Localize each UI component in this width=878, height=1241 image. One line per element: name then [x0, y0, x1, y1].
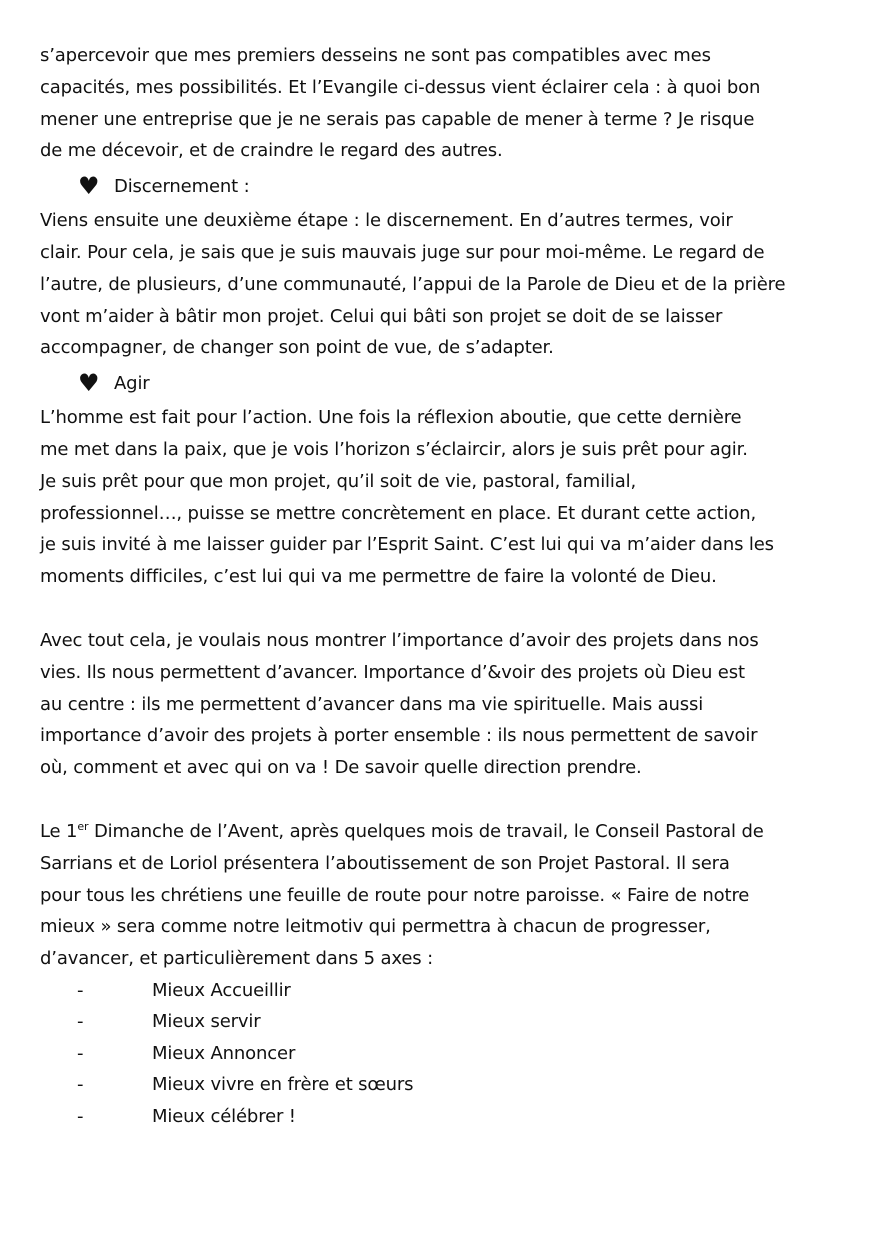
text-line: vies. Ils nous permettent d’avancer. Importance d’&voir des projets où Dieu est	[40, 661, 745, 683]
list-item-label: Mieux servir	[152, 1011, 261, 1033]
text-line: l’autre, de plusieurs, d’une communauté, l’appui de la Parole de Dieu et de la prière	[40, 273, 786, 295]
text-line: d’avancer, et particulièrement dans 5 axes :	[40, 948, 434, 970]
section-heading-label: Discernement :	[114, 176, 250, 198]
section-heading-label: Agir	[114, 373, 150, 395]
dash-bullet: -	[77, 979, 84, 1001]
text-line: s’apercevoir que mes premiers desseins ne sont pas compatibles avec mes	[40, 45, 711, 66]
heart-icon: ♥	[78, 369, 100, 398]
announcement-first-line: Dimanche de l’Avent, après quelques mois de travail, le Conseil Pastoral de	[88, 820, 764, 842]
dash-bullet: -	[77, 1011, 84, 1033]
text-line: professionnel…, puisse se mettre concrètement en place. Et durant cette action,	[40, 502, 757, 524]
text-line: mener une entreprise que je ne serais pas capable de mener à terme ? Je risque	[40, 108, 755, 130]
text-line: au centre : ils me permettent d’avancer dans ma vie spirituelle. Mais aussi	[40, 693, 704, 715]
text-line: capacités, mes possibilités. Et l’Evangile ci-dessus vient éclairer cela : à quoi bon	[40, 76, 761, 98]
list-item-label: Mieux célébrer !	[152, 1105, 296, 1127]
list-item-label: Mieux vivre en frère et sœurs	[152, 1074, 414, 1096]
axes-list	[40, 975, 838, 1133]
list-item	[40, 1038, 838, 1070]
intro-paragraph	[40, 40, 838, 167]
dash-bullet: -	[77, 1042, 84, 1064]
text-line: de me décevoir, et de craindre le regard des autres.	[40, 140, 503, 162]
discernement-paragraph	[40, 205, 838, 364]
agir-paragraph	[40, 402, 838, 593]
section-heading-agir	[40, 368, 838, 402]
text-line: je suis invité à me laisser guider par l’Esprit Saint. C’est lui qui va m’aider dans les	[40, 534, 774, 556]
text-line: clair. Pour cela, je sais que je suis mauvais juge sur pour moi-même. Le regard de	[40, 241, 765, 263]
dash-bullet: -	[77, 1074, 84, 1096]
text-line: accompagner, de changer son point de vue, de s’adapter.	[40, 337, 554, 359]
text-line: importance d’avoir des projets à porter ensemble : ils nous permettent de savoir	[40, 725, 758, 747]
text-line: mieux » sera comme notre leitmotiv qui permettra à chacun de progresser,	[40, 916, 711, 938]
list-item	[40, 1101, 838, 1133]
section-heading-discernement	[40, 171, 838, 205]
text-line: Viens ensuite une deuxième étape : le discernement. En d’autres termes, voir	[40, 210, 733, 232]
text-line: Avec tout cela, je voulais nous montrer l’importance d’avoir des projets dans nos	[40, 629, 759, 651]
list-item	[40, 975, 838, 1007]
text-line: vont m’aider à bâtir mon projet. Celui qui bâti son projet se doit de se laisser	[40, 305, 723, 327]
list-item-label: Mieux Annoncer	[152, 1042, 296, 1064]
list-item-label: Mieux Accueillir	[152, 979, 291, 1001]
text-line: me met dans la paix, que je vois l’horizon s’éclaircir, alors je suis prêt pour agir.	[40, 438, 748, 460]
conclusion-paragraph	[40, 625, 838, 784]
paragraph-spacer	[40, 593, 838, 625]
list-item	[40, 1006, 838, 1038]
text-line: où, comment et avec qui on va ! De savoir quelle direction prendre.	[40, 757, 642, 779]
dash-bullet: -	[77, 1105, 84, 1127]
text-line: Sarrians et de Loriol présentera l’aboutissement de son Projet Pastoral. Il sera	[40, 852, 730, 874]
heart-icon: ♥	[78, 172, 100, 201]
list-item	[40, 1069, 838, 1101]
text-line: Je suis prêt pour que mon projet, qu’il soit de vie, pastoral, familial,	[40, 470, 637, 492]
announcement-date-prefix: Le 1	[40, 820, 78, 842]
text-line: L’homme est fait pour l’action. Une fois la réflexion aboutie, que cette dernière	[40, 407, 742, 429]
text-line	[40, 816, 838, 848]
text-line: pour tous les chrétiens une feuille de route pour notre paroisse. « Faire de notre	[40, 884, 750, 906]
text-line: moments difficiles, c’est lui qui va me permettre de faire la volonté de Dieu.	[40, 566, 717, 588]
paragraph-spacer	[40, 784, 838, 816]
announcement-paragraph	[40, 816, 838, 975]
ordinal-suffix: er	[77, 819, 89, 833]
